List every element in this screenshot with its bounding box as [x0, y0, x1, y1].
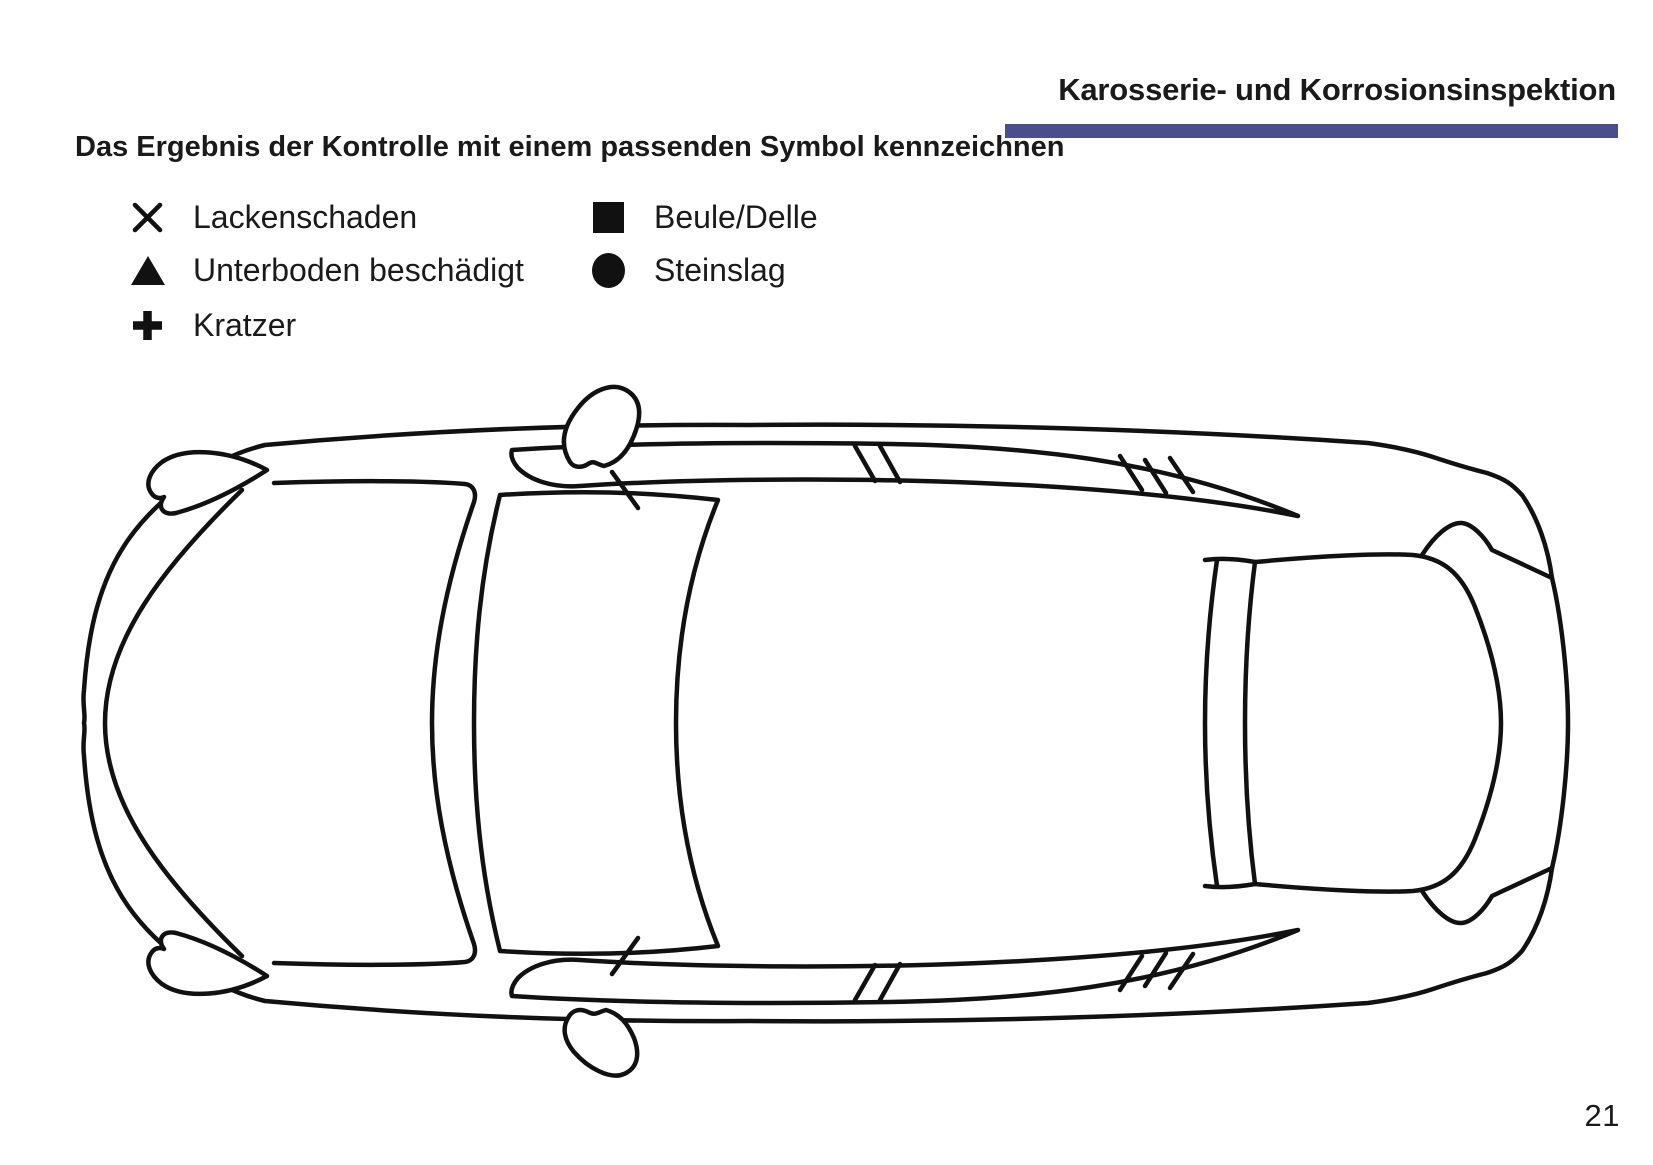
legend-item-beule-delle — [592, 197, 818, 237]
side-windows-top — [511, 443, 1298, 516]
legend-label: Steinslag — [654, 251, 786, 288]
sail-panel-bottom — [1422, 868, 1552, 923]
page-number: 21 — [1584, 1098, 1620, 1133]
b-pillar-bottom — [855, 964, 900, 1000]
windshield — [474, 492, 718, 953]
legend-label: Unterboden beschädigt — [193, 251, 524, 288]
roof-rear-connector-bottom — [1205, 884, 1255, 887]
triangle-icon — [131, 254, 164, 287]
instruction-text: Das Ergebnis der Kontrolle mit einem passenden Symbol kennzeichnen — [75, 131, 1065, 163]
circle-icon — [592, 254, 625, 287]
legend-label: Beule/Delle — [654, 198, 818, 235]
hood-seam-line — [105, 490, 242, 956]
c-pillar-top — [1120, 456, 1193, 493]
rear-window — [1245, 554, 1501, 891]
plus-icon — [131, 309, 164, 342]
b-pillar-top — [855, 446, 900, 482]
roof-rear-connector-top — [1205, 559, 1255, 562]
mirror-top — [564, 387, 639, 467]
car-top-view-diagram — [60, 350, 1590, 1110]
a-pillar-top — [612, 472, 638, 508]
sail-panel-top — [1422, 523, 1552, 578]
side-windows-bottom — [511, 930, 1298, 1003]
legend-item-unterboden — [131, 250, 524, 290]
page-title: Karosserie- und Korrosionsinspektion — [1058, 72, 1616, 107]
title-accent-bar — [1005, 124, 1618, 138]
headlight-left-top — [148, 452, 267, 513]
legend-label: Kratzer — [193, 306, 297, 343]
legend-item-steinslag — [592, 250, 786, 290]
headlight-left-bottom — [148, 932, 267, 993]
legend-item-kratzer — [131, 305, 296, 345]
legend-label: Lackenschaden — [193, 198, 418, 235]
roof-rear-edge — [1205, 560, 1217, 886]
x-mark-icon — [131, 201, 164, 234]
c-pillar-bottom — [1120, 953, 1193, 990]
cowl-line — [274, 481, 475, 965]
a-pillar-bottom — [612, 938, 638, 974]
car-body-outline — [83, 425, 1568, 1022]
square-icon — [592, 201, 625, 234]
legend-item-lackenschaden — [131, 197, 417, 237]
